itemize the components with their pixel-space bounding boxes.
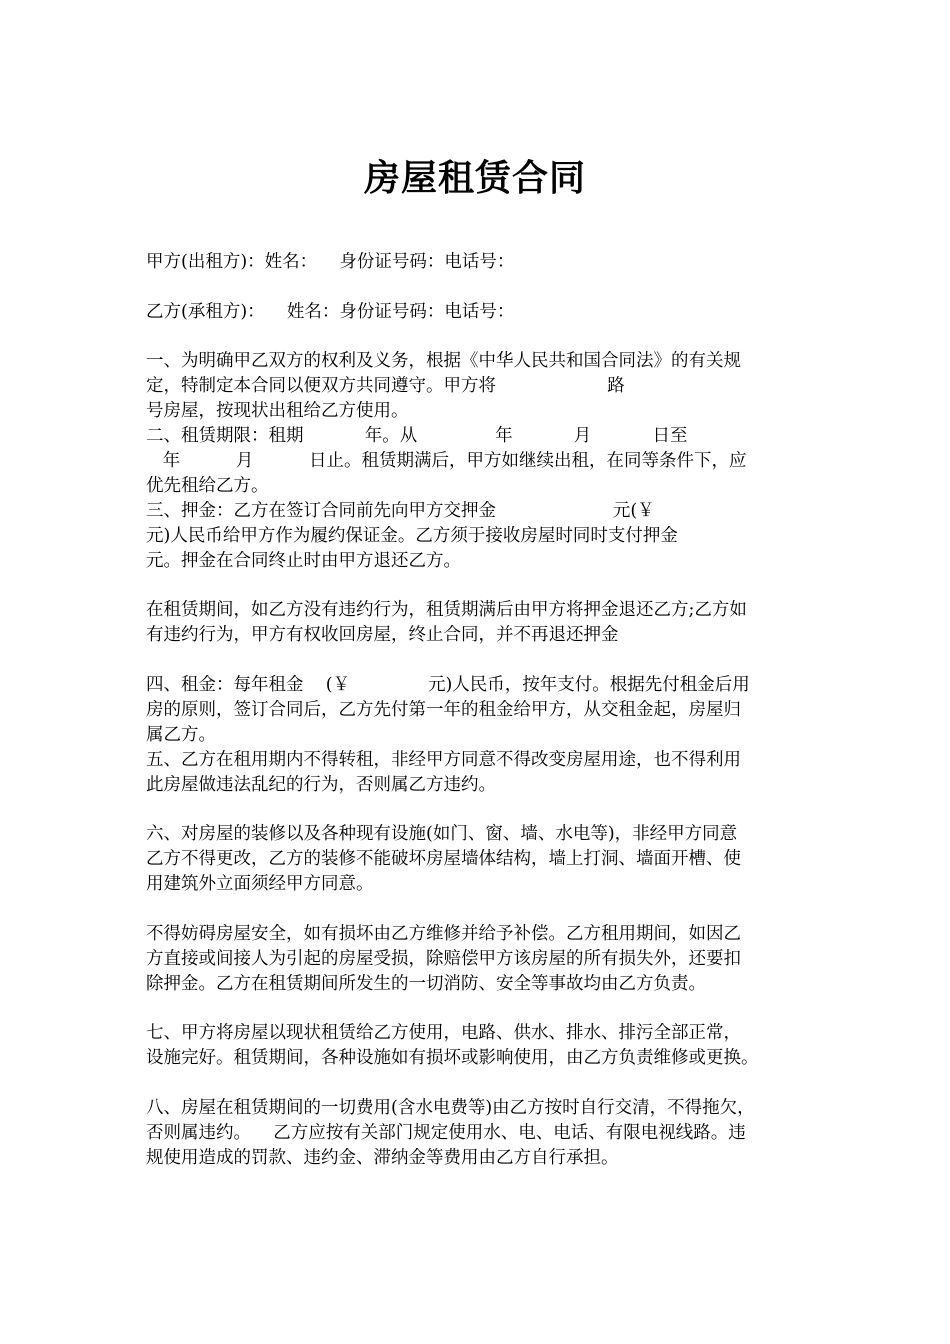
damage-note-line-2: 方直接或间接人为引起的房屋受损，除赔偿甲方该房屋的所有损失外，还要扣 [146,949,741,969]
party-a-line: 甲方(出租方)：姓名： 身份证号码：电话号： [146,252,515,272]
clause-3-line-3: 元。押金在合同终止时由甲方退还乙方。 [146,551,461,571]
clause-6-line-3: 用建筑外立面须经甲方同意。 [146,874,374,894]
party-b-line: 乙方(承租方)： 姓名：身份证号码：电话号： [146,302,515,322]
clause-1-line-2: 定，特制定本合同以便双方共同遵守。甲方将 路 [146,376,625,396]
clause-4-line-2: 房的原则，签订合同后，乙方先付第一年的租金给甲方，从交租金起，房屋归 [146,700,741,720]
clause-6-line-2: 乙方不得更改，乙方的装修不能破坏房屋墙体结构，墙上打洞、墙面开槽、使 [146,849,741,869]
clause-2-line-3: 优先租给乙方。 [146,476,269,496]
clause-1-line-1: 一、为明确甲乙双方的权利及义务，根据《中华人民共和国合同法》的有关规 [146,351,741,371]
clause-3-line-1: 三、押金：乙方在签订合同前先向甲方交押金 元(￥ [146,501,655,521]
deposit-note-line-2: 有违约行为，甲方有权收回房屋，终止合同，并不再退还押金 [146,625,619,645]
deposit-note-line-1: 在租赁期间，如乙方没有违约行为，租赁期满后由甲方将押金退还乙方;乙方如 [146,600,747,620]
clause-8-line-1: 八、房屋在租赁期间的一切费用(含水电费等)由乙方按时自行交清，不得拖欠， [146,1098,755,1118]
clause-6-line-1: 六、对房屋的装修以及各种现有设施(如门、窗、墙、水电等)，非经甲方同意 [146,824,738,844]
clause-7-line-2: 设施完好。租赁期间，各种设施如有损坏或影响使用，由乙方负责维修或更换。 [146,1048,759,1068]
damage-note-line-3: 除押金。乙方在租赁期间所发生的一切消防、安全等事故均由乙方负责。 [146,974,706,994]
clause-8-line-2: 否则属违约。 乙方应按有关部门规定使用水、电、电话、有限电视线路。违 [146,1123,746,1143]
clause-8-line-3: 规使用造成的罚款、违约金、滞纳金等费用由乙方自行承担。 [146,1148,619,1168]
document-title: 房屋租赁合同 [363,157,586,199]
clause-3-line-2: 元)人民币给甲方作为履约保证金。乙方须于接收房屋时同时支付押金 [146,526,678,546]
clause-1-line-3: 号房屋，按现状出租给乙方使用。 [146,401,409,421]
clause-2-line-1: 二、租赁期限：租期 年。从 年 月 日至 [146,426,688,446]
clause-2-line-2: 年 月 日止。租赁期满后，甲方如继续出租，在同等条件下，应 [146,451,747,471]
damage-note-line-1: 不得妨碍房屋安全，如有损坏由乙方维修并给予补偿。乙方租用期间，如因乙 [146,924,741,944]
clause-4-line-1: 四、租金：每年租金 (￥ 元)人民币，按年支付。根据先付租金后用 [146,675,750,695]
clause-5-line-2: 此房屋做违法乱纪的行为，否则属乙方违约。 [146,775,496,795]
clause-5-line-1: 五、乙方在租用期内不得转租，非经甲方同意不得改变房屋用途，也不得利用 [146,750,741,770]
clause-7-line-1: 七、甲方将房屋以现状租赁给乙方使用，电路、供水、排水、排污全部正常， [146,1023,741,1043]
clause-4-line-3: 属乙方。 [146,725,216,745]
